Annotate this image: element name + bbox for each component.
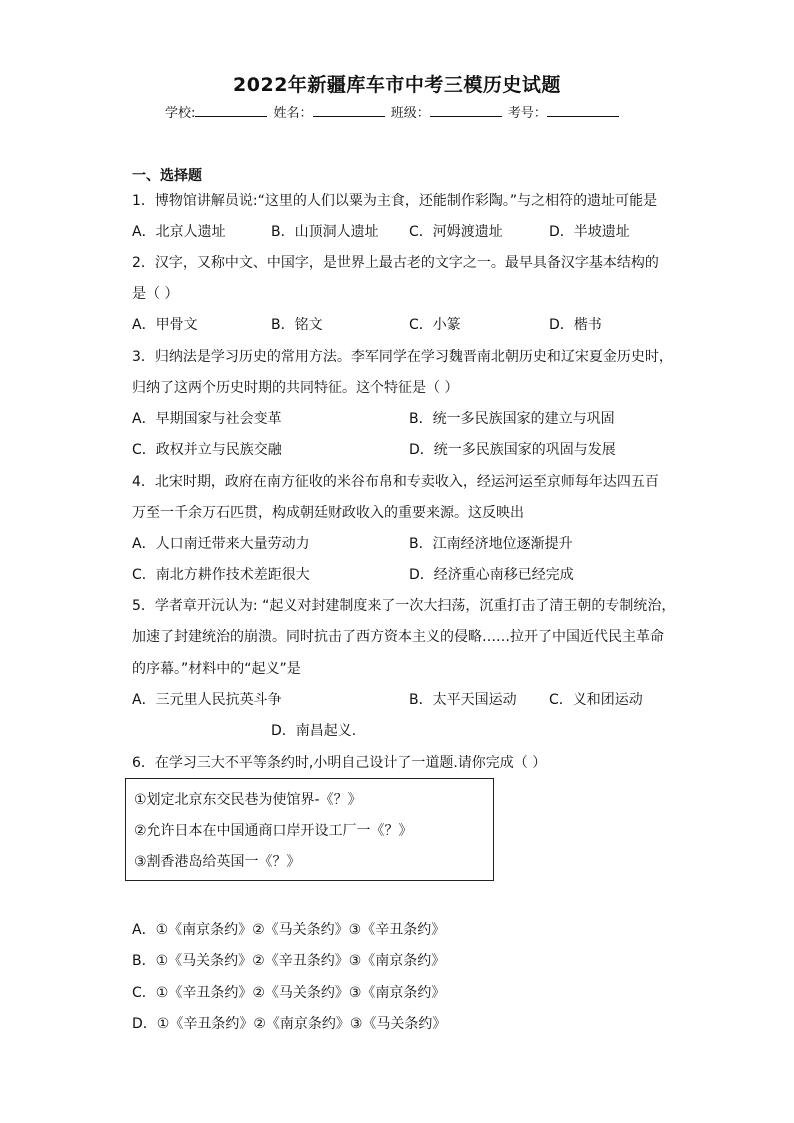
class-label: 班级： — [390, 106, 430, 121]
q3-option-b[interactable]: B．统一多民族国家的建立与巩固 — [409, 411, 615, 427]
q2-option-c[interactable]: C．小篆 — [409, 317, 461, 333]
q1-option-a[interactable]: A．北京人遗址 — [132, 224, 226, 240]
q3-stem-line: 归纳了这两个历史时期的共同特征。这个特征是（ ） — [132, 380, 459, 396]
q2-stem-line: 2．汉字，又称中文、中国字，是世界上最古老的文字之一。最早具备汉字基本结构的 — [132, 255, 659, 271]
q1-option-c[interactable]: C．河姆渡遗址 — [409, 224, 503, 240]
q6-stem-line: 6．在学习三大不平等条约时,小明自己设计了一道题.请你完成（ ） — [132, 755, 547, 771]
q1-option-d[interactable]: D．半坡遗址 — [549, 224, 630, 240]
q2-option-d[interactable]: D．楷书 — [549, 317, 602, 333]
q3-option-a[interactable]: A．早期国家与社会变革 — [132, 411, 282, 427]
school-blank[interactable] — [195, 104, 267, 117]
q4-option-b[interactable]: B．江南经济地位逐渐提升 — [409, 536, 573, 552]
q6-box-line: ②允许日本在中国通商口岸开设工厂一《？》 — [134, 823, 413, 839]
name-label: 姓名： — [273, 106, 313, 121]
q4-stem-line: 4．北宋时期，政府在南方征收的米谷布帛和专卖收入，经运河运至京师每年达四五百 — [132, 474, 659, 490]
q5-option-b[interactable]: B．太平天国运动 — [409, 692, 517, 708]
name-blank[interactable] — [313, 104, 385, 117]
school-label: 学校: — [165, 106, 196, 121]
q4-option-c[interactable]: C．南北方耕作技术差距很大 — [132, 567, 310, 583]
q3-option-d[interactable]: D．统一多民族国家的巩固与发展 — [409, 442, 616, 458]
q5-stem-line: 的序幕。”材料中的“起义”是 — [132, 661, 301, 677]
q6-option-b[interactable]: B．①《马关条约》②《辛丑条约》③《南京条约》 — [132, 953, 446, 969]
q6-material-box — [125, 778, 494, 881]
q4-option-d[interactable]: D．经济重心南移已经完成 — [409, 567, 574, 583]
q2-option-b[interactable]: B．铭文 — [271, 317, 323, 333]
page-title: 2022年新疆库车市中考三模历史试题 — [233, 74, 561, 96]
q1-stem-line: 1．博物馆讲解员说:“这里的人们以粟为主食，还能制作彩陶。”与之相符的遗址可能是 — [132, 193, 658, 209]
q5-option-a[interactable]: A．三元里人民抗英斗争 — [132, 692, 282, 708]
section-title: 一、选择题 — [132, 168, 202, 184]
class-blank[interactable] — [430, 104, 502, 117]
q5-stem-line: 加速了封建统治的崩溃。同时抗击了西方资本主义的侵略……拉开了中国近代民主革命 — [132, 629, 664, 645]
q4-option-a[interactable]: A．人口南迁带来大量劳动力 — [132, 536, 310, 552]
q5-stem-line: 5．学者章开沅认为: “起义对封建制度来了一次大扫荡，沉重打击了清王朝的专制统治， — [132, 598, 676, 614]
q5-option-c[interactable]: C．义和团运动 — [549, 692, 643, 708]
q6-option-c[interactable]: C．①《辛丑条约》②《马关条约》③《南京条约》 — [132, 985, 446, 1001]
q5-option-d[interactable]: D．南昌起义. — [271, 723, 357, 739]
q6-option-d[interactable]: D．①《辛丑条约》②《南京条约》③《马关条约》 — [132, 1016, 447, 1032]
q1-option-b[interactable]: B．山顶洞人遗址 — [271, 224, 379, 240]
q3-stem-line: 3．归纳法是学习历史的常用方法。李军同学在学习魏晋南北朝历史和辽宋夏金历史时， — [132, 349, 673, 365]
q4-stem-line: 万至一千余万石匹贯，构成朝廷财政收入的重要来源。这反映出 — [132, 505, 524, 521]
q2-stem-line: 是（ ） — [132, 286, 179, 302]
q6-option-a[interactable]: A．①《南京条约》②《马关条约》③《辛丑条约》 — [132, 922, 446, 938]
q6-box-line: ①划定北京东交民巷为使馆界-《？》 — [134, 792, 362, 808]
q3-option-c[interactable]: C．政权并立与民族交融 — [132, 442, 282, 458]
q2-option-a[interactable]: A．甲骨文 — [132, 317, 198, 333]
student-info-row — [165, 102, 621, 121]
exam-no-blank[interactable] — [547, 104, 619, 117]
q6-box-line: ③割香港岛给英国一《？》 — [134, 854, 301, 870]
exam-no-label: 考号： — [507, 106, 547, 121]
